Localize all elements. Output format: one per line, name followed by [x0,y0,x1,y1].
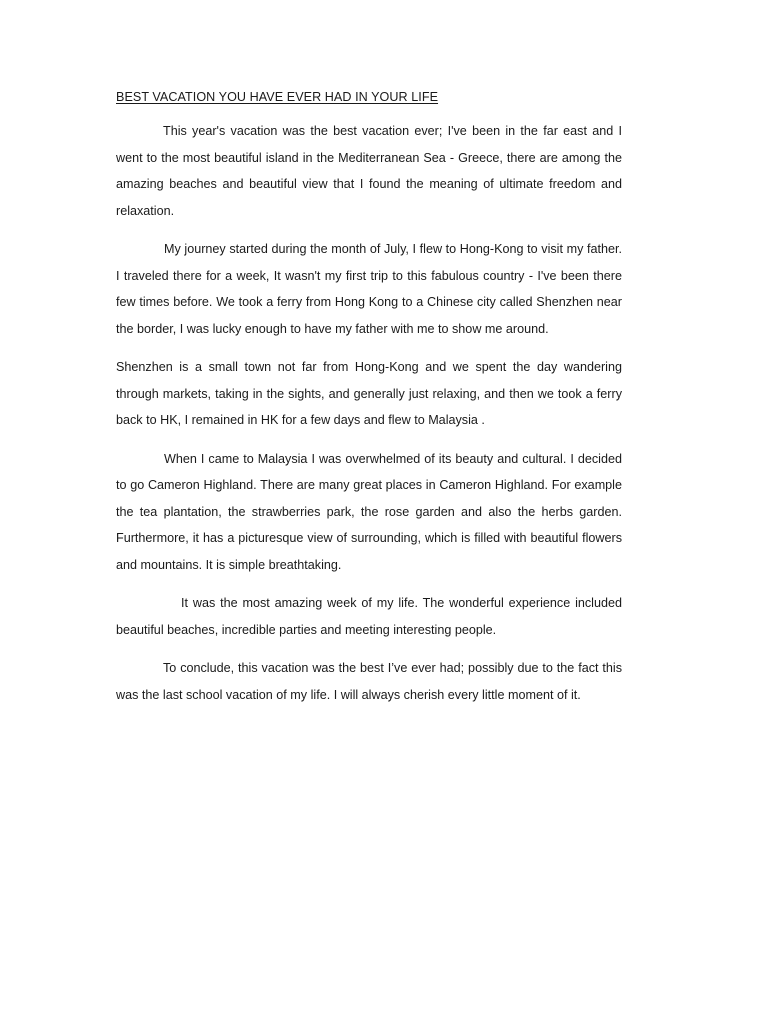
document-body [116,84,622,708]
paragraph-hong-kong: My journey started during the month of July, I flew to Hong-Kong to visit my father. I traveled there for a week, It wasn't my first trip to this fabulous country - I've been there few times before. We took a ferry from Hong Kong to a Chinese city called Shenzhen near the border, I was lucky enough to have my father with me to show me around. [116,242,622,336]
paragraph-malaysia: When I came to Malaysia I was overwhelmed of its beauty and cultural. I decided to go Cameron Highland. There are many great places in Cameron Highland. For example the tea plantation, the strawberries park, the rose garden and also the herbs garden. Furthermore, it has a picturesque view of surrounding, which is filled with beautiful flowers and mountains. It is simple breathtaking. [116,451,622,572]
paragraph-intro: This year's vacation was the best vacation ever; I've been in the far east and I went to the most beautiful island in the Mediterranean Sea - Greece, there are among the amazing beaches and beautiful view that I found the meaning of ultimate freedom and relaxation. [116,124,622,218]
document-title: BEST VACATION YOU HAVE EVER HAD IN YOUR LIFE [116,90,439,104]
paragraph-conclusion: To conclude, this vacation was the best I’ve ever had; possibly due to the fact this was the last school vacation of my life. I will always cherish every little moment of it. [116,661,622,702]
paragraph-shenzhen: Shenzhen is a small town not far from Hong-Kong and we spent the day wandering through markets, taking in the sights, and generally just relaxing, and then we took a ferry back to HK, I remained in HK for a few days and flew to Malaysia . [116,360,622,427]
paragraph-amazing-week: It was the most amazing week of my life. The wonderful experience included beautiful beaches, incredible parties and meeting interesting people. [116,596,622,637]
